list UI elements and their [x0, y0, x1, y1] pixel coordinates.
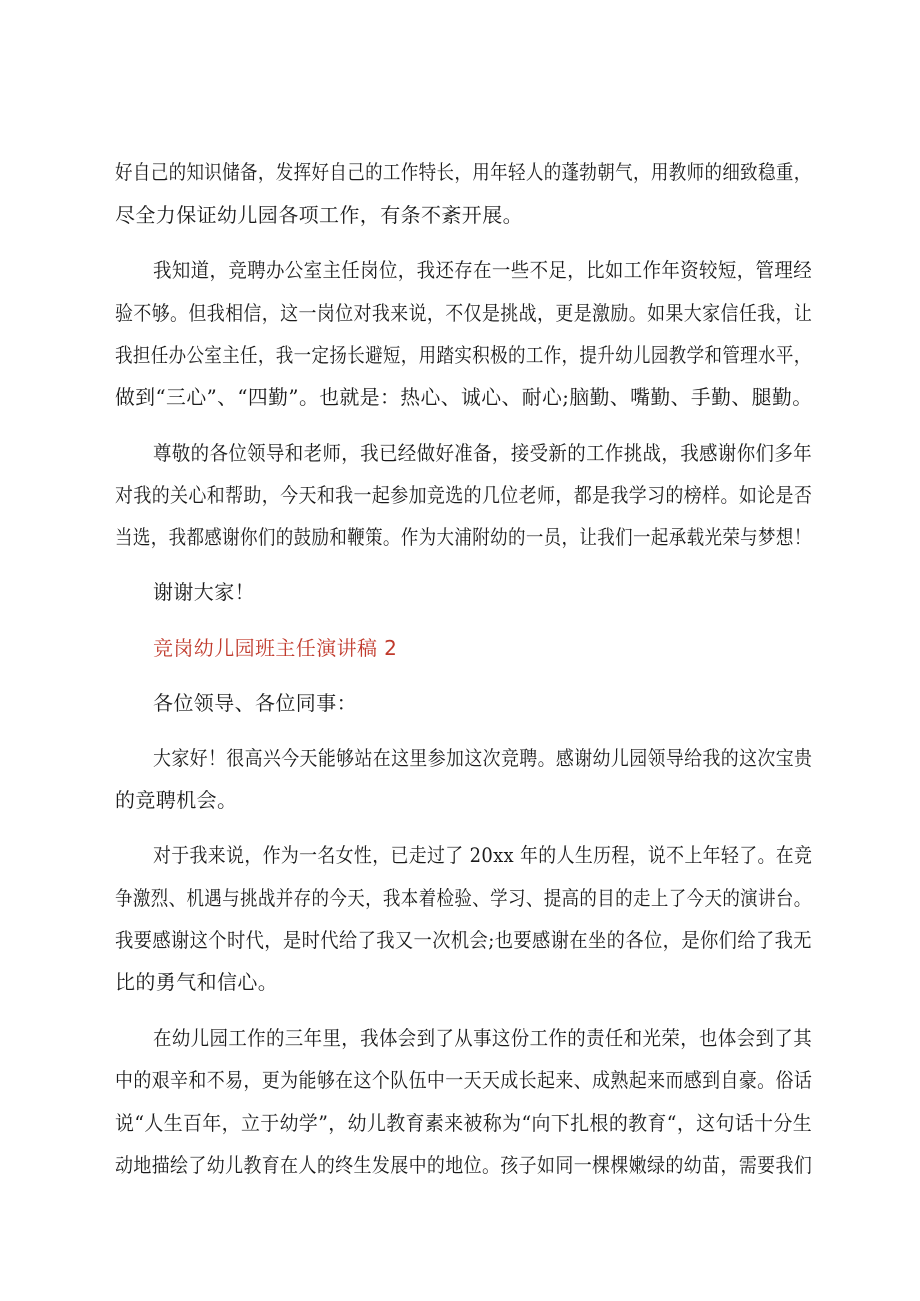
paragraph-1-line-1: 好自己的知识储备，发挥好自己的工作特长，用年轻人的蓬勃朝气，用教师的细致稳重，: [115, 160, 812, 184]
paragraph-3-line-1: 尊敬的各位领导和老师，我已经做好准备，接受新的工作挑战，我感谢你们多年: [153, 441, 813, 465]
salutation: 各位领导、各位同事：: [153, 691, 357, 715]
paragraph-5-line-1: 大家好！很高兴今天能够站在这里参加这次竞聘。感谢幼儿园领导给我的这次宝贵: [153, 746, 813, 770]
paragraph-7-line-2: 中的艰辛和不易，更为能够在这个队伍中一天天成长起来、成熟起来而感到自豪。俗话: [115, 1068, 813, 1092]
paragraph-7-line-3: 说“人生百年，立于幼学”，幼儿教育素来被称为“向下扎根的教育“，这句话十分生: [115, 1111, 813, 1135]
paragraph-6-line-1: 对于我来说，作为一名女性，已走过了 20xx 年的人生历程，说不上年轻了。在竞: [153, 843, 813, 867]
paragraph-2-line-1: 我知道，竞聘办公室主任岗位，我还存在一些不足，比如工作年资较短，管理经: [153, 258, 813, 282]
paragraph-3-line-2: 对我的关心和帮助，今天和我一起参加竞选的几位老师，都是我学习的榜样。如论是否: [115, 483, 813, 507]
section-heading: 竞岗幼儿园班主任演讲稿 2: [153, 636, 398, 660]
paragraph-7-line-4: 动地描绘了幼儿教育在人的终生发展中的地位。孩子如同一棵棵嫩绿的幼苗，需要我们: [115, 1153, 813, 1177]
paragraph-3-line-3: 当选，我都感谢你们的鼓励和鞭策。作为大浦附幼的一员，让我们一起承载光荣与梦想！: [115, 525, 812, 549]
paragraph-4-line-1: 谢谢大家！: [153, 580, 255, 604]
paragraph-6-line-2: 争激烈、机遇与挑战并存的今天，我本着检验、学习、提高的目的走上了今天的演讲台。: [115, 886, 812, 910]
paragraph-2-line-3: 我担任办公室主任，我一定扬长避短，用踏实积极的工作，提升幼儿园教学和管理水平，: [115, 343, 812, 367]
paragraph-1-line-2: 尽全力保证幼儿园各项工作，有条不紊开展。: [115, 203, 523, 227]
paragraph-5-line-2: 的竞聘机会。: [115, 788, 238, 812]
paragraph-6-line-3: 我要感谢这个时代，是时代给了我又一次机会;也要感谢在坐的各位，是你们给了我无: [115, 928, 812, 952]
paragraph-7-line-1: 在幼儿园工作的三年里，我体会到了从事这份工作的责任和光荣，也体会到了其: [153, 1026, 813, 1050]
paragraph-6-line-4: 比的勇气和信心。: [115, 970, 279, 994]
paragraph-2-line-2: 验不够。但我相信，这一岗位对我来说，不仅是挑战，更是激励。如果大家信任我，让: [115, 301, 813, 325]
paragraph-2-line-4: 做到“三心”、“四勤”。也就是：热心、诚心、耐心;脑勤、嘴勤、手勤、腿勤。: [115, 385, 813, 409]
